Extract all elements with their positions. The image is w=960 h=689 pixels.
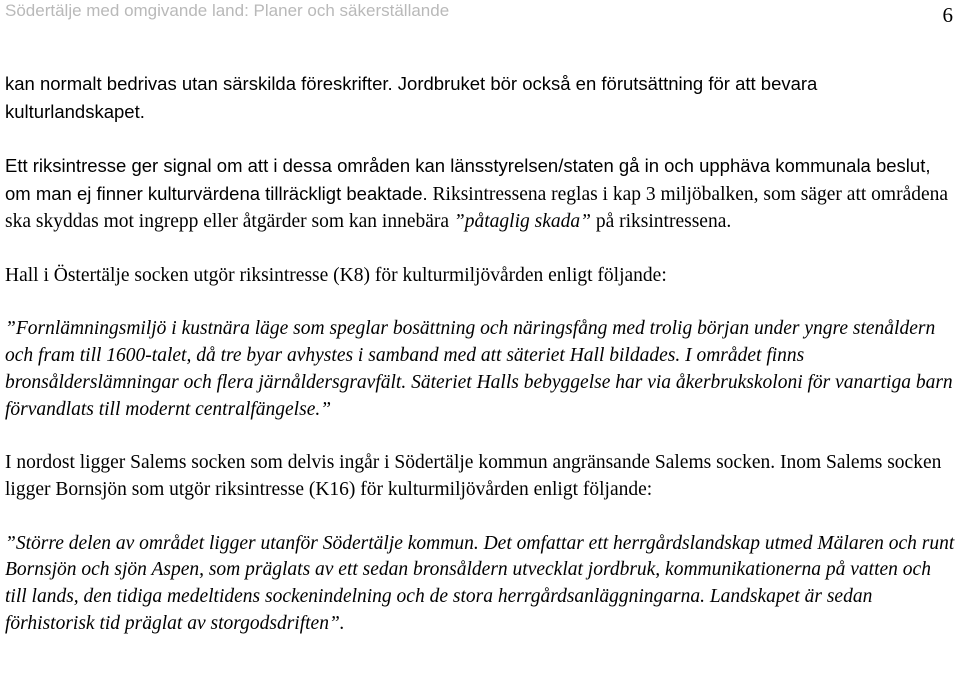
paragraph-text: Ett riksintresse ger signal om att i dessa områden kan länsstyrelsen/staten gå in och upphäva kommunala beslut, om man ej finner kulturvärdena tillräckligt beaktade. [5, 155, 931, 205]
emphasis-text: ”påtaglig skada” [453, 210, 591, 232]
paragraph-agriculture [5, 71, 955, 127]
quote-hall [5, 316, 955, 423]
paragraph-text: på riksintressena. [590, 210, 732, 232]
paragraph-hall-intro [5, 263, 955, 290]
paragraph-text: I nordost ligger Salems socken som delvis ingår i Södertälje kommun angränsande Salems socken. Inom Salems socken ligger Bornsjön som utgör riksintresse (K16) för kulturmiljövården enligt följande: [5, 452, 942, 500]
quote-text: ”Fornlämningsmiljö i kustnära läge som speglar bosättning och näringsfång med trolig början under yngre stenåldern och fram till 1600-talet, då tre byar avhystes i samband med att säteriet Hall bildades. I området finns bronsålderslämningar och flera järnåldersgravfält. Säteriet Halls bebyggelse har via åkerbrukskoloni för vanartiga barn förvandlats till modernt centralfängelse.” [5, 318, 953, 420]
paragraph-text: Hall i Östertälje socken utgör riksintresse (K8) för kulturmiljövården enligt följande: [5, 264, 667, 286]
paragraph-spacer [5, 127, 955, 154]
quote-text: ”Större delen av området ligger utanför Södertälje kommun. Det omfattar ett herrgårdslandskap utmed Mälaren och runt Bornsjön och sjön Aspen, som präglats av ett sedan bronsåldern utvecklat jordbruk, kommunikationerna på vatten och till lands, den tidiga medeltidens sockenindelning och de stora herrgårdsanläggningarna. Landskapet är sedan förhistorisk tid präglat av storgodsdriften”. [5, 532, 955, 634]
paragraph-spacer [5, 423, 955, 450]
page-header [5, 0, 960, 30]
paragraph-text: Riksintressena reglas i kap 3 miljöbalken, som säger att områdena ska skyddas mot ingrepp eller åtgärder som kan innebära [5, 184, 949, 232]
paragraph-spacer [5, 289, 955, 316]
paragraph-national-interest [5, 153, 955, 235]
paragraph-salem [5, 450, 955, 504]
body-text [5, 71, 955, 638]
paragraph-text: kan normalt bedrivas utan särskilda föreskrifter. Jordbruket bör också en förutsättning för att bevara kulturlandskapet. [5, 73, 818, 122]
paragraph-spacer [5, 504, 955, 531]
paragraph-spacer [5, 236, 955, 263]
page-number: 6 [942, 3, 953, 27]
quote-bornsjon [5, 531, 955, 638]
running-header-title: Södertälje med omgivande land: Planer och säkerställande [5, 1, 450, 20]
